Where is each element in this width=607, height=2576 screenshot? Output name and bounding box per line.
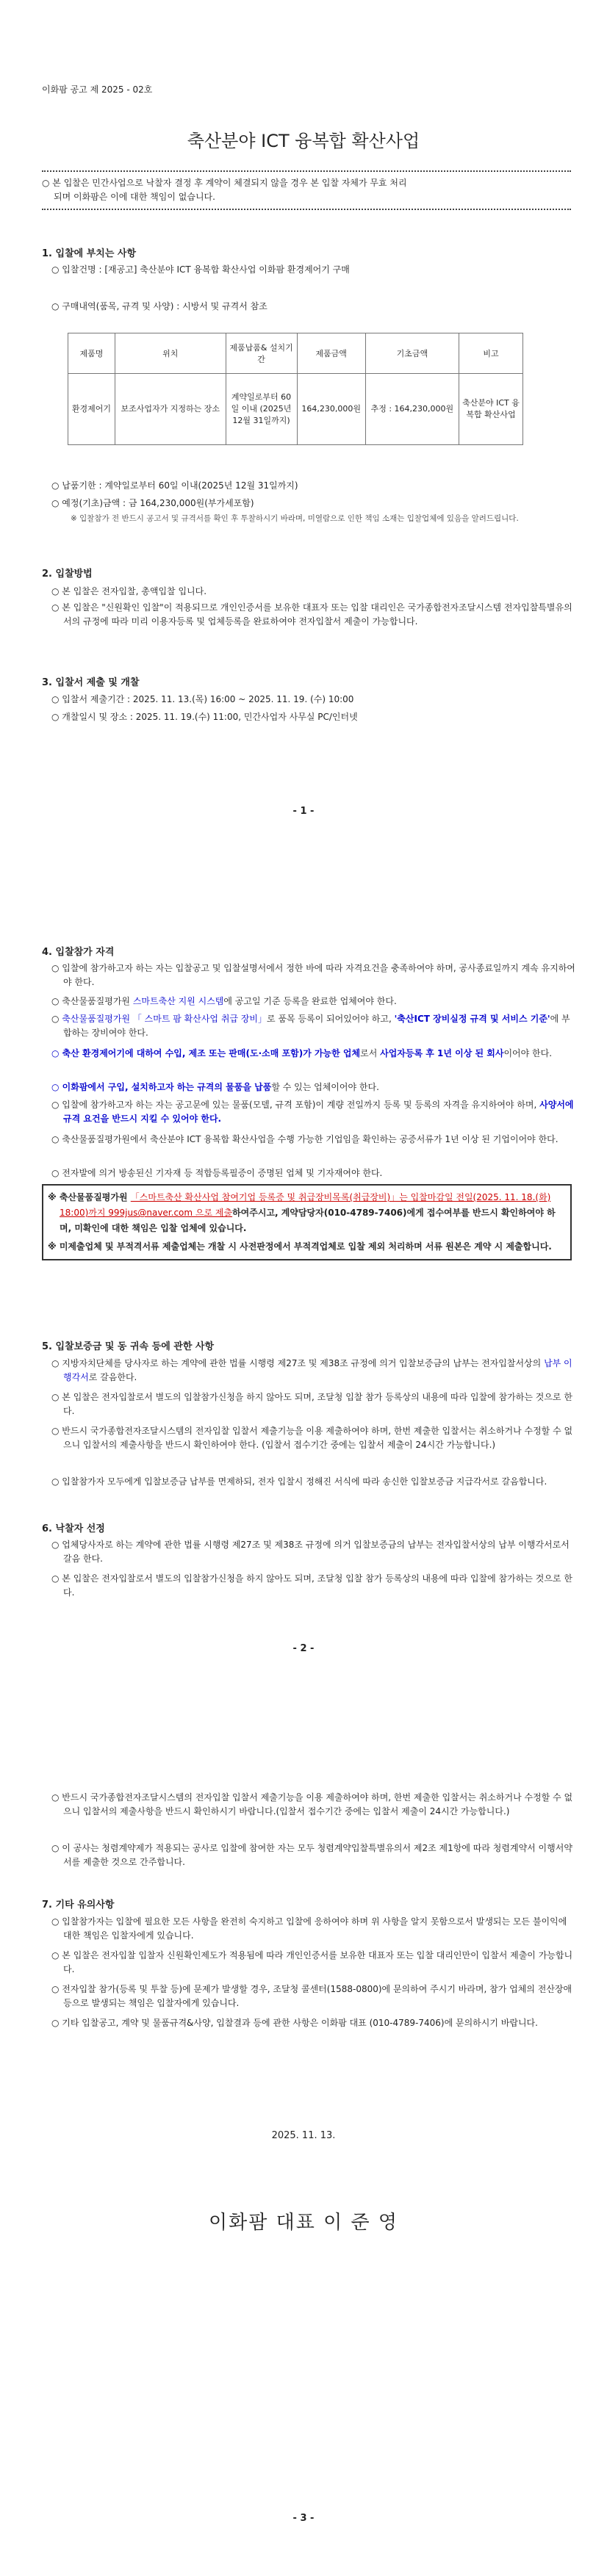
- highlight-text: '축산ICT 장비실정 규격 및 서비스 기준': [394, 1014, 550, 1024]
- text: 할 수 있는 업체이어야 한다.: [271, 1082, 379, 1092]
- table-cell: 축산분야 ICT 융복합 확산사업: [459, 374, 523, 445]
- notice-date: 2025. 11. 13.: [271, 2130, 336, 2141]
- text: ○ 지방자치단체를 당사자로 하는 계약에 관한 법률 시행령 제27조 및 제38조 규정에 의거 입찰보증금의 납부는 전자입찰서상의: [51, 1358, 545, 1368]
- bid-method-2: ○ 본 입찰은 "신원확인 입찰"이 적용되므로 개인인증서를 보유한 대표자 또는 입찰 대리인은 국가종합전자조달시스템 전자입찰특별유의서의 규정에 따라 미리 이용자등록 및 업체등록을 완료하여야 전자입찰서 제출이 가능합니다.: [51, 602, 572, 627]
- award-1: ○ 업체당사자로 하는 계약에 관한 법률 시행령 제27조 및 제38조 규정에 의거 입찰보증금의 납부는 전자입찰서상의 납부 이행각서로서 갈음 한다.: [51, 1540, 570, 1564]
- table-cell: 164,230,000원: [297, 374, 365, 445]
- section-7-heading: 7. 기타 유의사항: [42, 1899, 115, 1911]
- qualification-8: ○ 전자발에 의거 방송된신 기자재 등 적합등록필증이 증명된 업체 및 기자재여야 한다.: [51, 1168, 383, 1178]
- guarantee-4: ○ 입찰참가자 모두에게 입찰보증금 납부를 면제하되, 전자 입찰시 정해진 서식에 따라 송신한 입찰보증금 지급각서로 갈음합니다.: [51, 1476, 547, 1487]
- notice-line-1: ○ 본 입찰은 민간사업으로 낙찰자 결정 후 계약이 체결되지 않을 경우 본 입찰 자체가 무효 처리: [42, 178, 407, 188]
- highlight-text: 납부 이행각서: [63, 1358, 572, 1382]
- notice: [42, 176, 564, 204]
- guarantee-2: ○ 본 입찰은 전자입찰로서 별도의 입찰참가신청을 하지 않아도 되며, 조달청 입찰 참가 등록상의 내용에 따라 입찰에 참가하는 것으로 한다.: [51, 1392, 572, 1416]
- highlight-text: 「스마트축산 확산사업 참여기업 등록증 및 취급장비목록(취급장비)」는 입찰마감일 전일(2025. 11. 18.(화) 18:00)까지 999jus@naver.com 으로 제출: [60, 1192, 551, 1218]
- page-title: 축산분야 ICT 융복합 확산사업: [187, 131, 420, 151]
- section-2-heading: 2. 입찰방법: [42, 569, 93, 580]
- text: ※ 축산물품질평가원: [48, 1192, 131, 1202]
- qualification-2: [51, 995, 566, 1009]
- notice-box-line-1: [48, 1190, 566, 1236]
- delivery-deadline: ○ 납품기한 : 계약일로부터 60일 이내(2025년 12월 31일까지): [51, 480, 298, 491]
- table-cell: 추정 : 164,230,000원: [365, 374, 459, 445]
- highlight-text: 사업자등록 후 1년 이상 된 회사: [380, 1048, 504, 1058]
- misc-1: ○ 입찰참가자는 입찰에 필요한 모든 사항을 완전히 숙지하고 입찰에 응하여야 하며 위 사항을 알지 못함으로서 발생되는 모든 불이익에 대한 책임은 입찰자에게 있습니다.: [51, 1916, 567, 1941]
- text: 로 품목 등록이 되어있어야 하고,: [267, 1014, 395, 1024]
- misc-4: ○ 기타 입찰공고, 계약 및 물품규격&사양, 입찰결과 등에 관한 사항은 이화팜 대표 (010-4789-7406)에 문의하시기 바랍니다.: [51, 2018, 538, 2028]
- section-5-heading: 5. 입찰보증금 및 동 귀속 등에 관한 사항: [42, 1341, 215, 1352]
- section-4-heading: 4. 입찰참가 자격: [42, 947, 115, 958]
- highlight-text: 사양서에 규격 요건을 반드시 지킬 수 있어야 한다.: [63, 1100, 574, 1124]
- page-number: - 3 -: [292, 2513, 315, 2524]
- text: 하여주시고, 계약담당자(010-4789-7406)에게 접수여부를 반드시 확인하여야 하며, 미확인에 대한 책임은 입찰 업체에 있습니다.: [60, 1208, 556, 1233]
- signature: 이화팜 대표 이 준 영: [209, 2212, 398, 2234]
- misc-3: ○ 전자입찰 참가(등록 및 투찰 등)에 문제가 발생할 경우, 조달청 콜센터(1588-0800)에 문의하여 주시기 바라며, 참가 업체의 전산장애 등으로 발생되는 책임은 입찰자에게 있습니다.: [51, 1984, 572, 2008]
- qualification-7: ○ 축산물품질평가원에서 축산분야 ICT 융복합 확산사업을 수행 가능한 기업임을 확인하는 공증서류가 1년 이상 된 기업이어야 한다.: [51, 1134, 558, 1144]
- col-header: 제품금액: [297, 333, 365, 374]
- table-cell: 환경제어기: [68, 374, 115, 445]
- misc-2: ○ 본 입찰은 전자입찰 입찰자 신원확인제도가 적용됨에 따라 개인인증서를 보유한 대표자 또는 입찰 대리인만이 입찰서 제출이 가능합니다.: [51, 1950, 573, 1974]
- table-cell: 계약일로부터 60일 이내 (2025년 12월 31일까지): [226, 374, 297, 445]
- qualification-3: [51, 1012, 578, 1040]
- qualification-5: [51, 1080, 566, 1094]
- page3-bullet-1: ○ 반드시 국가종합전자조달시스템의 전자입찰 입찰서 제출기능을 이용 제출하여야 하며, 한번 제출한 입찰서는 취소하거나 수정할 수 없으니 입찰서의 제출사항을 반드시 확인하시기 바랍니다.(입찰서 접수기간 중에는 입찰서 제출이 24시간 가능합니다.): [51, 1792, 573, 1816]
- col-header: 비고: [459, 333, 523, 374]
- section-3-heading: 3. 입찰서 제출 및 개찰: [42, 677, 140, 688]
- text: 에 공고일 기준 등록을 완료한 업체여야 한다.: [223, 996, 397, 1006]
- text: ○ 입찰에 참가하고자 하는 자는 공고문에 있는 물품(모델, 규격 포함)이 계량 전일까지 등록 및 등록의 자격을 유지하여야 하며,: [51, 1100, 540, 1110]
- text: 로서: [360, 1048, 381, 1058]
- notice-box-line-2: ※ 미제출업체 및 부적격서류 제출업체는 개찰 시 사전판정에서 부적격업체로 입찰 제외 처리하며 서류 원본은 계약 시 제출합니다.: [48, 1241, 552, 1252]
- guarantee-1: [51, 1357, 578, 1385]
- text: ○: [51, 1014, 62, 1024]
- col-header: 제품납품& 설치기간: [226, 333, 297, 374]
- highlight-text: ○ 이화팜에서 구입, 설치하고자 하는 규격의 물품을 납품: [51, 1082, 272, 1092]
- qualification-1: ○ 입찰에 참가하고자 하는 자는 입찰공고 및 입찰설명서에서 정한 바에 따라 자격요건을 충족하여야 하며, 공사종료일까지 계속 유지하여야 한다.: [51, 963, 575, 987]
- section-1-heading: 1. 입찰에 부치는 사항: [42, 248, 137, 259]
- opening-info: ○ 개찰일시 및 장소 : 2025. 11. 19.(수) 11:00, 민간사업자 사무실 PC/인터넷: [51, 712, 358, 722]
- notice-box: [42, 1184, 572, 1260]
- page-number: - 2 -: [292, 1643, 315, 1654]
- table-row: [68, 374, 523, 445]
- doc-number: 이화팜 공고 제 2025 - 02호: [42, 84, 153, 95]
- item-table: [68, 333, 523, 445]
- purchase-details: ○ 구매내역(품목, 규격 및 사양) : 시방서 및 규격서 참조: [51, 301, 267, 311]
- text: 로 갈음한다.: [88, 1372, 137, 1382]
- section-6-heading: 6. 낙찰자 선정: [42, 1523, 105, 1534]
- page3-bullet-2: ○ 이 공사는 청렴계약제가 적용되는 공사로 입찰에 참여한 자는 모두 청렴계약입찰특별유의서 제2조 제1항에 따라 청렴계약서 이행서약서를 제출한 것으로 간주합니다.: [51, 1843, 572, 1867]
- page-number: - 1 -: [292, 806, 315, 817]
- table-cell: 보조사업자가 지정하는 장소: [115, 374, 226, 445]
- table-header-row: [68, 333, 523, 374]
- text: 에 부합하는 장비여야 한다.: [63, 1014, 570, 1038]
- highlight-text: 축산물품질평가원 「 스마트 팜 확산사업 취급 장비」: [62, 1014, 267, 1024]
- highlight-text: 스마트축산 지원 시스템: [132, 996, 224, 1006]
- award-2: ○ 본 입찰은 전자입찰로서 별도의 입찰참가신청을 하지 않아도 되며, 조달청 입찰 참가 등록상의 내용에 따라 입찰에 참가하는 것으로 한다.: [51, 1573, 572, 1598]
- estimated-price: ○ 예정(기초)금액 : 금 164,230,000원(부가세포함): [51, 498, 254, 508]
- bid-name: ○ 입찰건명 : [재공고] 축산분야 ICT 융복합 확산사업 이화팜 환경제어기 구매: [51, 264, 350, 275]
- bid-method-1: ○ 본 입찰은 전자입찰, 총액입찰 입니다.: [51, 586, 207, 596]
- divider: [42, 170, 571, 172]
- submission-period: ○ 입찰서 제출기간 : 2025. 11. 13.(목) 16:00 ~ 2025. 11. 19. (수) 10:00: [51, 694, 354, 704]
- col-header: 제품명: [68, 333, 115, 374]
- highlight-text: ○ 축산 환경제어기에 대하여 수입, 제조 또는 판매(도·소매 포함)가 가능한 업체: [51, 1048, 361, 1058]
- qualification-4: [51, 1047, 578, 1061]
- col-header: 기초금액: [365, 333, 459, 374]
- col-header: 위치: [115, 333, 226, 374]
- divider: [42, 209, 571, 210]
- notice-line-2: 되며 이화팜은 이에 대한 책임이 없습니다.: [54, 192, 215, 202]
- qualification-6: [51, 1098, 578, 1126]
- guarantee-3: ○ 반드시 국가종합전자조달시스템의 전자입찰 입찰서 제출기능을 이용 제출하여야 하며, 한번 제출한 입찰서는 취소하거나 수정할 수 없으니 입찰서의 제출사항을 반드시 확인하여야 한다. (입찰서 접수기간 중에는 입찰서 제출이 24시간 가능합니다.): [51, 1426, 573, 1450]
- text: ○ 축산물품질평가원: [51, 996, 133, 1006]
- text: 이어야 한다.: [503, 1048, 553, 1058]
- price-note: ※ 입찰참가 전 반드시 공고서 및 규격서를 확인 후 투찰하시기 바라며, 미열람으로 인한 책임 소재는 입찰업체에 있음을 알려드립니다.: [71, 514, 519, 523]
